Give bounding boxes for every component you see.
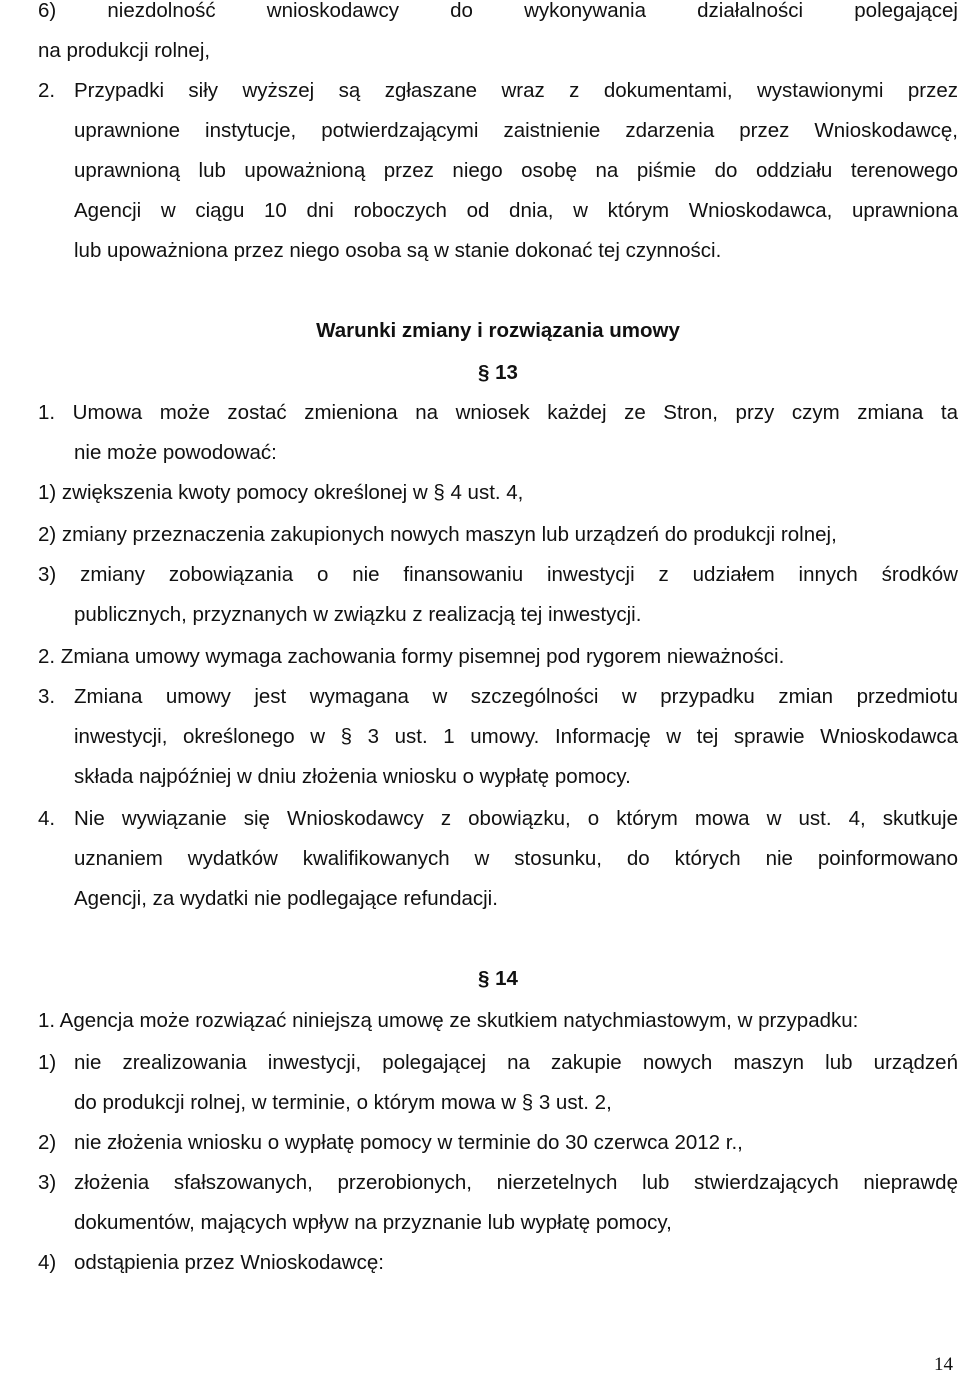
paragraph-2-number: 2. — [38, 79, 56, 102]
paragraph-2-line2: uprawnione instytucje, potwierdzającymi zaistnienie zdarzenia przez Wnioskodawcę, — [74, 119, 958, 142]
paragraph-2-line4: Agencji w ciągu 10 dni roboczych od dnia, w którym Wnioskodawca, uprawniona — [74, 199, 958, 222]
section-13-item-2: 2) zmiany przeznaczenia zakupionych nowych maszyn lub urządzeń do produkcji rolnej, — [38, 523, 837, 546]
section-14-item-3-line2: dokumentów, mających wpływ na przyznanie lub wypłatę pomocy, — [74, 1211, 672, 1234]
section-14-item-3-line1: złożenia sfałszowanych, przerobionych, nierzetelnych lub stwierdzających nieprawdę — [74, 1171, 958, 1194]
list-item-6-line1: 6) niezdolność wnioskodawcy do wykonywania działalności polegającej — [38, 0, 958, 22]
section-13-paragraph-3-line2: inwestycji, określonego w § 3 ust. 1 umowy. Informację w tej sprawie Wnioskodawca — [74, 725, 958, 748]
paragraph-2-line5: lub upoważniona przez niego osoba są w stanie dokonać tej czynności. — [74, 239, 722, 262]
section-13-paragraph-3-line3: składa najpóźniej w dniu złożenia wniosku o wypłatę pomocy. — [74, 765, 631, 788]
section-14-item-4-line1: odstąpienia przez Wnioskodawcę: — [74, 1251, 384, 1274]
paragraph-2-line3: uprawnioną lub upoważnioną przez niego osobę na piśmie do oddziału terenowego — [74, 159, 958, 182]
section-14-item-1-number: 1) — [38, 1051, 57, 1074]
section-14-item-1-line2: do produkcji rolnej, w terminie, o którym mowa w § 3 ust. 2, — [74, 1091, 612, 1114]
section-title: Warunki zmiany i rozwiązania umowy — [316, 319, 680, 342]
section-14-item-2-number: 2) — [38, 1131, 57, 1154]
section-13-paragraph-4-line1: Nie wywiązanie się Wnioskodawcy z obowiązku, o którym mowa w ust. 4, skutkuje — [74, 807, 958, 830]
list-item-6-line2: na produkcji rolnej, — [38, 39, 211, 62]
section-13-paragraph-4-line3: Agencji, za wydatki nie podlegające refundacji. — [74, 887, 498, 910]
section-13-paragraph-3-line1: Zmiana umowy jest wymagana w szczególności w przypadku zmian przedmiotu — [74, 685, 958, 708]
section-14-paragraph-1: 1. Agencja może rozwiązać niniejszą umowę ze skutkiem natychmiastowym, w przypadku: — [38, 1009, 859, 1032]
section-14-item-4-number: 4) — [38, 1251, 57, 1274]
section-13-paragraph-1-line2: nie może powodować: — [74, 441, 277, 464]
section-14-item-3-number: 3) — [38, 1171, 57, 1194]
section-13-paragraph-4-number: 4. — [38, 807, 56, 830]
section-13-item-3-line2: publicznych, przyznanych w związku z realizacją tej inwestycji. — [74, 603, 642, 626]
section-13-item-3-line1: 3) zmiany zobowiązania o nie finansowaniu inwestycji z udziałem innych środków — [38, 563, 958, 586]
section-14-heading: § 14 — [478, 967, 518, 990]
section-13-item-1: 1) zwiększenia kwoty pomocy określonej w § 4 ust. 4, — [38, 481, 524, 504]
section-14-item-1-line1: nie zrealizowania inwestycji, polegającej na zakupie nowych maszyn lub urządzeń — [74, 1051, 958, 1074]
section-13-paragraph-3-number: 3. — [38, 685, 56, 708]
section-13-paragraph-1-line1: 1. Umowa może zostać zmieniona na wniosek każdej ze Stron, przy czym zmiana ta — [38, 401, 958, 424]
paragraph-2-line1: Przypadki siły wyższej są zgłaszane wraz z dokumentami, wystawionymi przez — [74, 79, 958, 102]
section-13-heading: § 13 — [478, 361, 518, 384]
section-13-paragraph-4-line2: uznaniem wydatków kwalifikowanych w stosunku, do których nie poinformowano — [74, 847, 958, 870]
section-13-paragraph-2: 2. Zmiana umowy wymaga zachowania formy pisemnej pod rygorem nieważności. — [38, 645, 785, 668]
section-14-item-2-line1: nie złożenia wniosku o wypłatę pomocy w terminie do 30 czerwca 2012 r., — [74, 1131, 743, 1154]
page-number: 14 — [934, 1354, 953, 1375]
